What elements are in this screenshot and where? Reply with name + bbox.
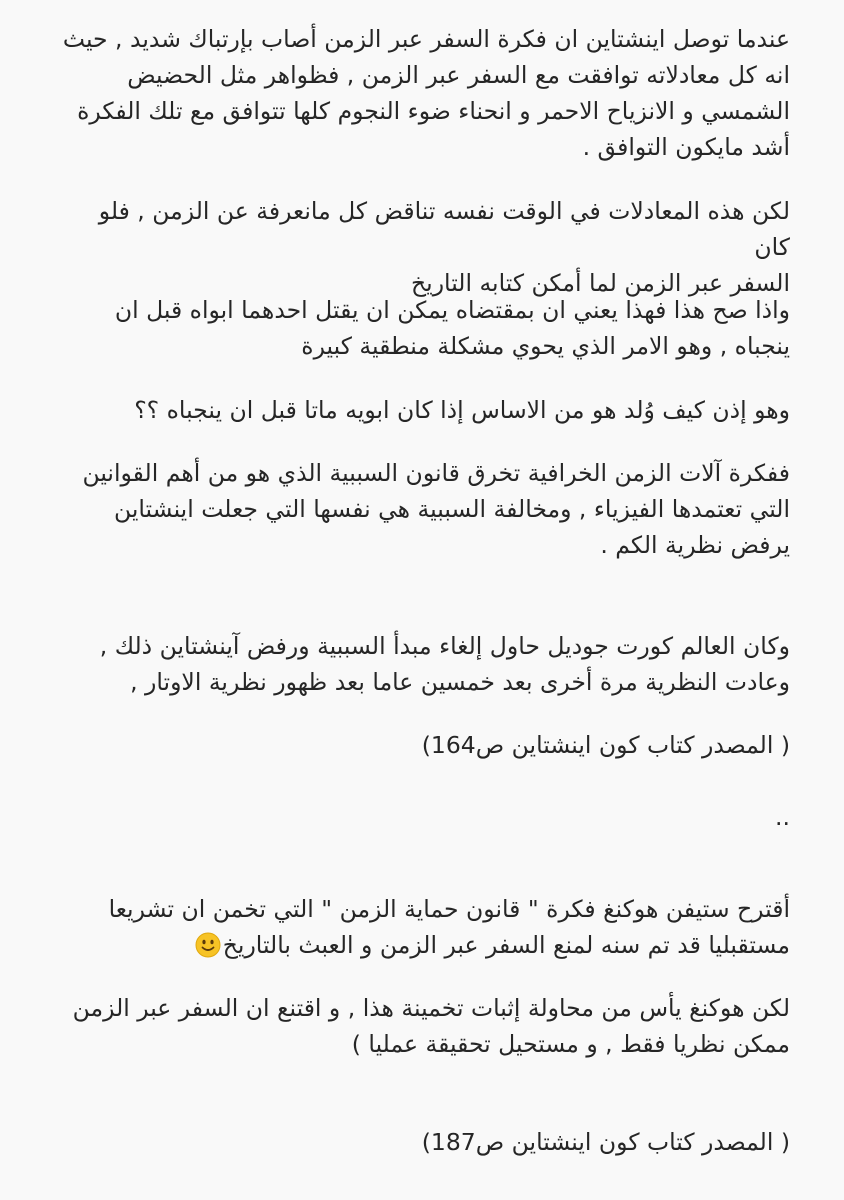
separator-dots: .. — [775, 803, 790, 831]
source-citation-164: ( المصدر كتاب كون اينشتاين ص164) — [421, 731, 790, 759]
paragraph-einstein-time-travel: عندما توصل اينشتاين ان فكرة السفر عبر الزمن أصاب بإرتباك شديد , حيث انه كل معادلاته توافقت مع السفر عبر الزمن , فظواهر مثل الحضيض الشمسي و الانزياح الاحمر و انحناء ضوء النجوم كلها تتوافق مع تلك الفكرة أشد مايكون التوافق . — [62, 25, 790, 161]
paragraph-godel: وكان العالم كورت جوديل حاول إلغاء مبدأ السببية ورفض آينشتاين ذلك , وعادت النظرية مرة أخرى بعد خمسين عاما بعد ظهور نظرية الاوتار , — [99, 632, 790, 696]
paragraph-grandfather-paradox: واذا صح هذا فهذا يعني ان بمقتضاه يمكن ان يقتل احدهما ابواه قبل ان ينجباه , وهو الامر الذي يحوي مشكلة منطقية كبيرة — [114, 296, 790, 360]
source-citation-187: ( المصدر كتاب كون اينشتاين ص187) — [421, 1128, 790, 1156]
paragraph-hawking-conjecture — [62, 891, 790, 963]
paragraph-hawking-despair: لكن هوكنغ يأس من محاولة إثبات تخمينة هذا , و اقتنع ان السفر عبر الزمن ممكن نظريا فقط , و مستحيل تحقيقة عمليا ) — [72, 994, 790, 1058]
paragraph-paradox-question: وهو إذن كيف وُلد هو من الاساس إذا كان ابويه ماتا قبل ان ينجباه ؟؟ — [134, 396, 790, 424]
slightly-smiling-face-icon — [195, 932, 221, 958]
paragraph-equations-contradiction: لكن هذه المعادلات في الوقت نفسه تناقض كل مانعرفة عن الزمن , فلو كان السفر عبر الزمن لما أمكن كتابه التاريخ — [98, 197, 790, 297]
paragraph-causality: ففكرة آلات الزمن الخرافية تخرق قانون السببية الذي هو من أهم القوانين التي تعتمدها الفيزياء , ومخالفة السببية هي نفسها التي جعلت اينشتاين يرفض نظرية الكم . — [82, 459, 790, 559]
hawking-conjecture-text: أقترح ستيفن هوكنغ فكرة " قانون حماية الزمن " التي تخمن ان تشريعا مستقبليا قد تم سنه لمنع السفر عبر الزمن و العبث بالتاريخ — [108, 895, 790, 959]
